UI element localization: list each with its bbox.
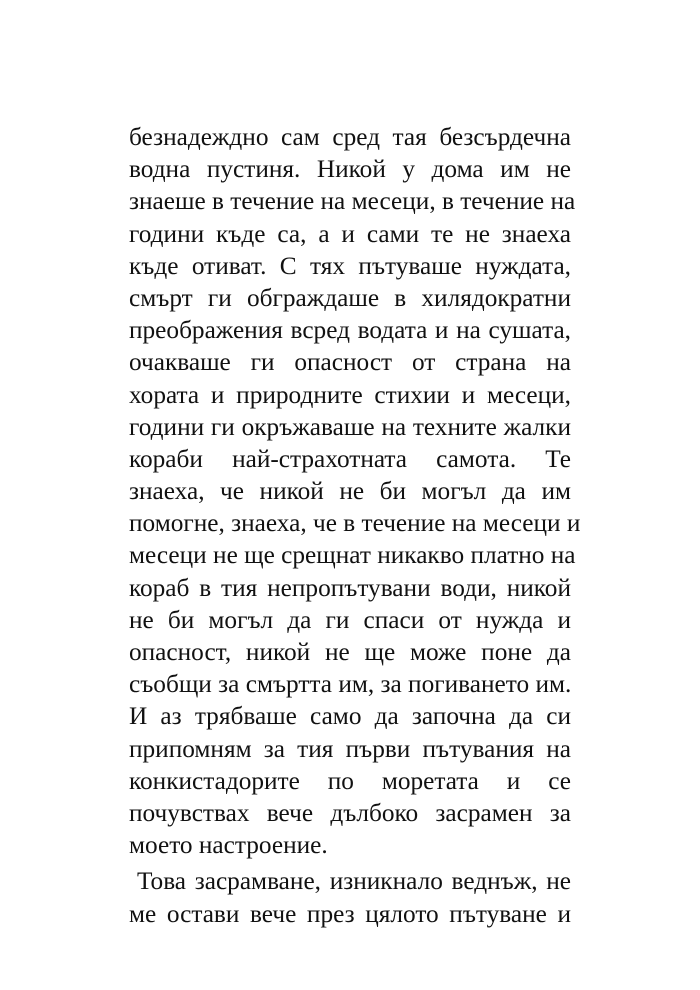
text-line: кораб в тия непропътувани води, никой: [129, 573, 571, 602]
text-line: знаеше в течение на месеци, в течение на: [129, 187, 576, 216]
text-line: Това засрамване, изникнало веднъж, не: [137, 867, 571, 896]
text-line: не би могъл да ги спаси от нужда и: [129, 605, 571, 634]
text-line: години къде са, а и сами те не знаеха: [129, 219, 571, 248]
text-line: конкистадорите по моретата и се: [129, 766, 571, 795]
paragraph: [129, 121, 581, 861]
text-line: ме остави вече през цялото пътуване и: [129, 899, 571, 928]
text-line: знаеха, че никой не би могъл да им: [129, 477, 571, 506]
text-line: моето настроение.: [129, 831, 328, 860]
text-line: хората и природните стихии и месеци,: [129, 380, 571, 409]
text-line: помогне, знаеха, че в течение на месеци и: [129, 509, 581, 538]
paragraph: [129, 865, 571, 929]
text-line: безнадеждно сам сред тая безсърдечна: [129, 123, 571, 151]
body-text: [129, 121, 581, 930]
text-line: водна пустиня. Никой у дома им не: [129, 155, 571, 184]
text-line: очакваше ги опасност от страна на: [129, 348, 571, 377]
text-line: опасност, никой не ще може поне да: [129, 638, 571, 666]
text-line: кораби най-страхотната самота. Те: [129, 444, 571, 473]
text-line: месеци не ще срещнат никакво платно на: [129, 541, 576, 570]
text-line: смърт ги обграждаше в хилядократни: [129, 283, 571, 312]
text-line: къде отиват. С тях пътуваше нуждата,: [129, 251, 571, 280]
text-line: съобщи за смъртта им, за погиването им.: [129, 670, 572, 699]
text-line: И аз трябваше само да започна да си: [129, 702, 571, 731]
text-line: почувствах вече дълбоко засрамен за: [129, 798, 571, 827]
text-line: припомням за тия първи пътувания на: [129, 734, 571, 763]
text-line: преображения всред водата и на сушата,: [129, 316, 571, 345]
text-line: години ги окръжаваше на техните жалки: [129, 412, 571, 441]
